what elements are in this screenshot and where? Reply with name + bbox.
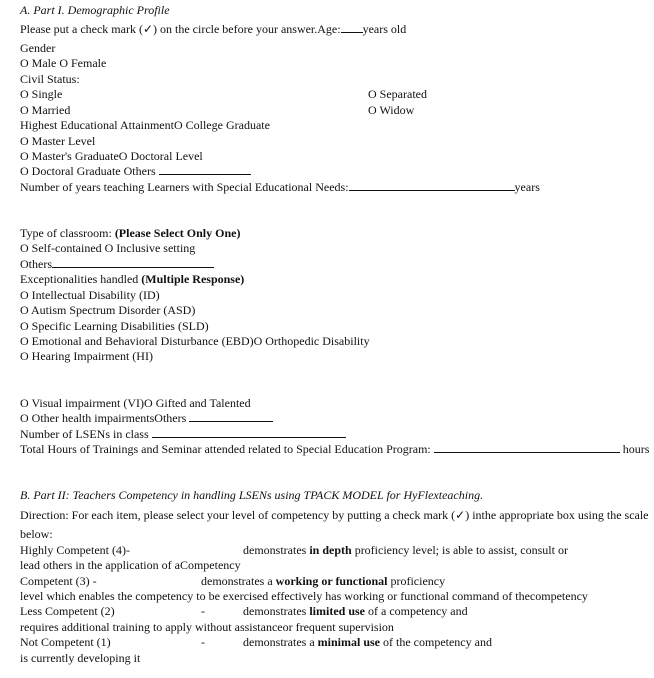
classroom-label-line — [20, 226, 240, 242]
scale-4-desc-pre: demonstrates — [243, 543, 310, 557]
scale-4-desc-bold: in depth — [309, 543, 352, 557]
scale-4-desc-post: proficiency level; is able to assist, consult or — [351, 543, 568, 557]
exceptionality-other-input[interactable] — [189, 411, 273, 422]
exceptionality-sld[interactable]: O Specific Learning Disabilities (SLD) — [20, 319, 209, 333]
education-line-2[interactable]: O Master Level — [20, 134, 96, 148]
scale-2-continued: requires additional training to apply without assistanceor frequent supervision — [20, 620, 394, 634]
scale-3-desc-bold: working or functional — [275, 574, 388, 588]
classroom-label: Type of classroom: — [20, 226, 115, 240]
exceptionality-asd[interactable]: O Autism Spectrum Disorder (ASD) — [20, 303, 196, 317]
exceptionality-other[interactable]: O Other health impairmentsOthers — [20, 411, 187, 425]
years-teaching-label: Number of years teaching Learners with Special Educational Needs: — [20, 180, 349, 194]
scale-1-label: Not Competent (1) — [20, 635, 111, 649]
exceptionalities-label-line — [20, 272, 244, 288]
scale-1-dash: - — [201, 635, 205, 649]
classroom-others-label: Others — [20, 257, 52, 271]
gender-options[interactable]: O Male O Female — [20, 56, 107, 70]
gender-label: Gender — [20, 41, 56, 55]
training-hours-line — [20, 442, 649, 458]
hours-suffix: hours — [622, 442, 650, 456]
education-line-1[interactable]: Highest Educational AttainmentO College Graduate — [20, 118, 270, 132]
years-teaching-line — [20, 180, 540, 196]
scale-3-continued: level which enables the competency to be exercised effectively has working or functional command of thecompetency — [20, 589, 588, 603]
classroom-label-note: (Please Select Only One) — [114, 226, 241, 240]
scale-2-description — [243, 604, 468, 620]
civil-separated-option[interactable]: O Separated — [368, 87, 427, 101]
exceptionalities-label: Exceptionalities handled — [20, 272, 142, 286]
training-hours-input[interactable] — [434, 442, 620, 453]
scale-3-desc-post: proficiency — [387, 574, 446, 588]
lsens-count-label: Number of LSENs in class — [20, 427, 149, 441]
exceptionality-id[interactable]: O Intellectual Disability (ID) — [20, 288, 160, 302]
classroom-options[interactable]: O Self-contained O Inclusive setting — [20, 241, 196, 255]
lsens-count-input[interactable] — [152, 427, 346, 438]
lsens-count-line — [20, 427, 346, 443]
exceptionality-ebd[interactable]: O Emotional and Behavioral Disturbance (EBD)O Orthopedic Disability — [20, 334, 370, 348]
scale-4-description — [243, 543, 568, 559]
age-suffix: years old — [362, 22, 407, 36]
scale-3-desc-pre: demonstrates a — [201, 574, 276, 588]
education-others-text[interactable]: O Doctoral Graduate Others — [20, 164, 156, 178]
training-hours-label: Total Hours of Trainings and Seminar attended related to Special Education Program: — [20, 442, 431, 456]
exceptionality-other-line — [20, 411, 273, 427]
scale-1-continued: is currently developing it — [20, 651, 141, 665]
civil-widow-option[interactable]: O Widow — [368, 103, 415, 117]
scale-2-dash: - — [201, 604, 205, 618]
civil-status-label: Civil Status: — [20, 72, 80, 86]
part1-heading: A. Part I. Demographic Profile — [20, 3, 170, 17]
education-line-3[interactable]: O Master's GraduateO Doctoral Level — [20, 149, 203, 163]
years-suffix: years — [514, 180, 540, 194]
exceptionalities-label-note: (Multiple Response) — [141, 272, 245, 286]
instruction-line — [20, 22, 406, 38]
scale-3-description — [201, 574, 445, 590]
part2-heading: B. Part II: Teachers Competency in handling LSENs using TPACK MODEL for HyFlexteaching. — [20, 488, 484, 502]
years-teaching-input[interactable] — [349, 180, 515, 191]
exceptionality-vi[interactable]: O Visual impairment (VI)O Gifted and Talented — [20, 396, 251, 410]
scale-3-label: Competent (3) - — [20, 574, 97, 588]
instruction-text: Please put a check mark (✓) on the circle before your answer.Age: — [20, 22, 341, 36]
classroom-others-input[interactable] — [52, 257, 214, 268]
direction-text: Direction: For each item, please select your level of competency by putting a check mark (✓) inthe appropriate box using the scale — [20, 508, 649, 522]
direction-continued: below: — [20, 527, 53, 541]
scale-1-description — [243, 635, 492, 651]
scale-2-desc-bold: limited use — [309, 604, 365, 618]
scale-1-desc-post: of the competency and — [380, 635, 492, 649]
classroom-others-line — [20, 257, 214, 273]
scale-4-continued: lead others in the application of aCompetency — [20, 558, 241, 572]
scale-2-desc-pre: demonstrates — [243, 604, 310, 618]
civil-married-option[interactable]: O Married — [20, 103, 71, 117]
age-input[interactable] — [341, 22, 363, 33]
scale-2-desc-post: of a competency and — [365, 604, 468, 618]
education-others-input[interactable] — [159, 164, 251, 175]
scale-1-desc-bold: minimal use — [317, 635, 380, 649]
scale-2-label: Less Competent (2) — [20, 604, 115, 618]
education-line-4 — [20, 164, 251, 180]
civil-single-option[interactable]: O Single — [20, 87, 63, 101]
scale-1-desc-pre: demonstrates a — [243, 635, 318, 649]
scale-4-label: Highly Competent (4)- — [20, 543, 130, 557]
exceptionality-hi[interactable]: O Hearing Impairment (HI) — [20, 349, 153, 363]
